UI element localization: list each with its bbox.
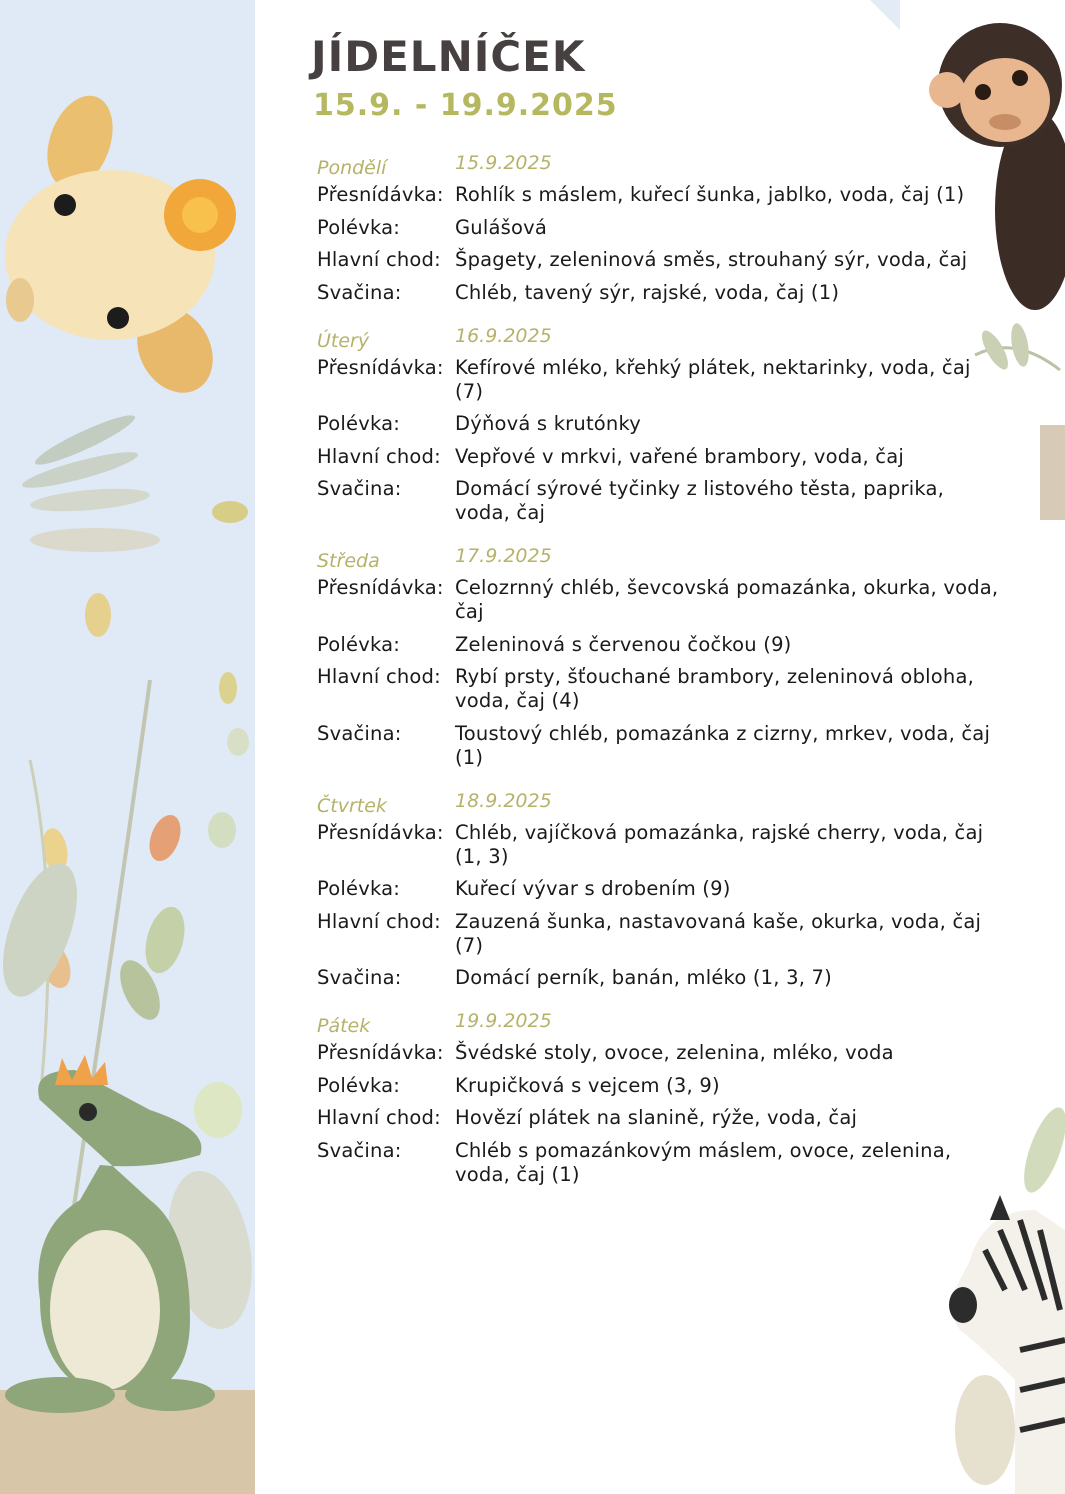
meal-value: Vepřové v mrkvi, vařené brambory, voda, čaj (455, 444, 904, 468)
meal-value: Krupičková s vejcem (3, 9) (455, 1073, 720, 1097)
day-date: 19.9.2025 (455, 1010, 552, 1032)
meal-row-soup (317, 1074, 1007, 1098)
meal-row-breakfast (317, 821, 1007, 869)
day-date: 16.9.2025 (455, 324, 552, 347)
meal-value: Hovězí plátek na slanině, rýže, voda, čaj (455, 1106, 858, 1129)
meal-value: Toustový chléb, pomazánka z cizrny, mrkev, voda, čaj (1) (455, 721, 991, 769)
meal-value: Chléb, vajíčková pomazánka, rajské cherry, voda, čaj (1, 3) (455, 820, 984, 868)
meal-row-soup (317, 412, 1007, 436)
meal-label: Svačina: (317, 721, 402, 745)
corner-decoration (870, 0, 900, 30)
meal-row-main (317, 665, 1007, 713)
meal-row-soup (317, 216, 1007, 240)
meal-value: Špagety, zeleninová směs, strouhaný sýr, voda, čaj (455, 248, 968, 271)
meal-row-snack (317, 1139, 1007, 1187)
day-header (317, 790, 1007, 821)
page-title: JÍDELNÍČEK (311, 32, 586, 81)
day-name: Pátek (317, 1015, 371, 1037)
meal-value: Kefírové mléko, křehký plátek, nektarinky, voda, čaj (7) (455, 355, 971, 403)
meal-label: Přesnídávka: (317, 576, 444, 599)
meal-value: Chléb s pomazánkovým máslem, ovoce, zelenina, voda, čaj (1) (455, 1138, 952, 1186)
meal-label: Svačina: (317, 1138, 402, 1162)
meal-row-snack (317, 966, 1007, 990)
day-date: 18.9.2025 (455, 789, 552, 812)
date-range: 15.9. - 19.9.2025 (313, 88, 618, 123)
day-header (317, 152, 1007, 183)
meal-row-main (317, 910, 1007, 958)
meal-value: Chléb, tavený sýr, rajské, voda, čaj (1) (455, 280, 840, 304)
day-section-thursday (317, 790, 1007, 991)
meal-label: Hlavní chod: (317, 665, 441, 688)
menu-table (317, 152, 1007, 1207)
meal-value: Rohlík s máslem, kuřecí šunka, jablko, voda, čaj (1) (455, 183, 965, 206)
meal-row-soup (317, 633, 1007, 657)
meal-label: Svačina: (317, 477, 402, 500)
meal-label: Přesnídávka: (317, 183, 444, 206)
meal-label: Přesnídávka: (317, 820, 444, 844)
day-section-tuesday (317, 325, 1007, 526)
day-section-wednesday (317, 545, 1007, 770)
meal-label: Polévka: (317, 215, 401, 239)
day-name: Úterý (317, 329, 370, 352)
day-name: Čtvrtek (317, 794, 387, 817)
meal-label: Polévka: (317, 632, 401, 656)
meal-row-breakfast (317, 576, 1007, 624)
meal-value: Celozrnný chléb, ševcovská pomazánka, okurka, voda, čaj (455, 576, 999, 623)
meal-value: Švédské stoly, ovoce, zelenina, mléko, voda (455, 1041, 894, 1064)
day-header (317, 1010, 1007, 1041)
day-header (317, 325, 1007, 356)
meal-row-breakfast (317, 183, 1007, 207)
meal-label: Svačina: (317, 966, 402, 989)
meal-label: Polévka: (317, 1073, 401, 1097)
meal-label: Hlavní chod: (317, 444, 441, 468)
decorative-side-panel (0, 0, 255, 1494)
meal-row-snack (317, 281, 1007, 305)
meal-row-soup (317, 877, 1007, 901)
meal-row-snack (317, 722, 1007, 770)
meal-row-breakfast (317, 1041, 1007, 1065)
jungle-illustration (0, 0, 255, 1494)
meal-value: Zeleninová s červenou čočkou (9) (455, 632, 792, 656)
day-date: 17.9.2025 (455, 545, 552, 567)
meal-label: Polévka: (317, 412, 401, 435)
meal-label: Polévka: (317, 877, 401, 900)
meal-label: Hlavní chod: (317, 909, 441, 933)
day-header (317, 545, 1007, 576)
meal-label: Hlavní chod: (317, 248, 441, 271)
day-name: Pondělí (317, 157, 387, 179)
meal-label: Svačina: (317, 280, 402, 304)
day-section-monday (317, 152, 1007, 305)
meal-row-breakfast (317, 356, 1007, 404)
meal-label: Přesnídávka: (317, 355, 444, 379)
meal-row-main (317, 445, 1007, 469)
meal-value: Domácí sýrové tyčinky z listového těsta, paprika, voda, čaj (455, 477, 945, 524)
meal-value: Rybí prsty, šťouchané brambory, zeleninová obloha, voda, čaj (4) (455, 665, 974, 712)
meal-row-snack (317, 477, 1007, 525)
meal-label: Hlavní chod: (317, 1106, 441, 1129)
meal-value: Kuřecí vývar s drobením (9) (455, 877, 731, 900)
meal-value: Gulášová (455, 215, 548, 239)
day-date: 15.9.2025 (455, 152, 552, 174)
meal-row-main (317, 1106, 1007, 1130)
meal-label: Přesnídávka: (317, 1041, 444, 1064)
meal-value: Zauzená šunka, nastavovaná kaše, okurka, voda, čaj (7) (455, 909, 982, 957)
meal-value: Dýňová s krutónky (455, 412, 642, 435)
day-name: Středa (317, 550, 380, 572)
meal-value: Domácí perník, banán, mléko (1, 3, 7) (455, 966, 832, 989)
day-section-friday (317, 1010, 1007, 1187)
meal-row-main (317, 248, 1007, 272)
